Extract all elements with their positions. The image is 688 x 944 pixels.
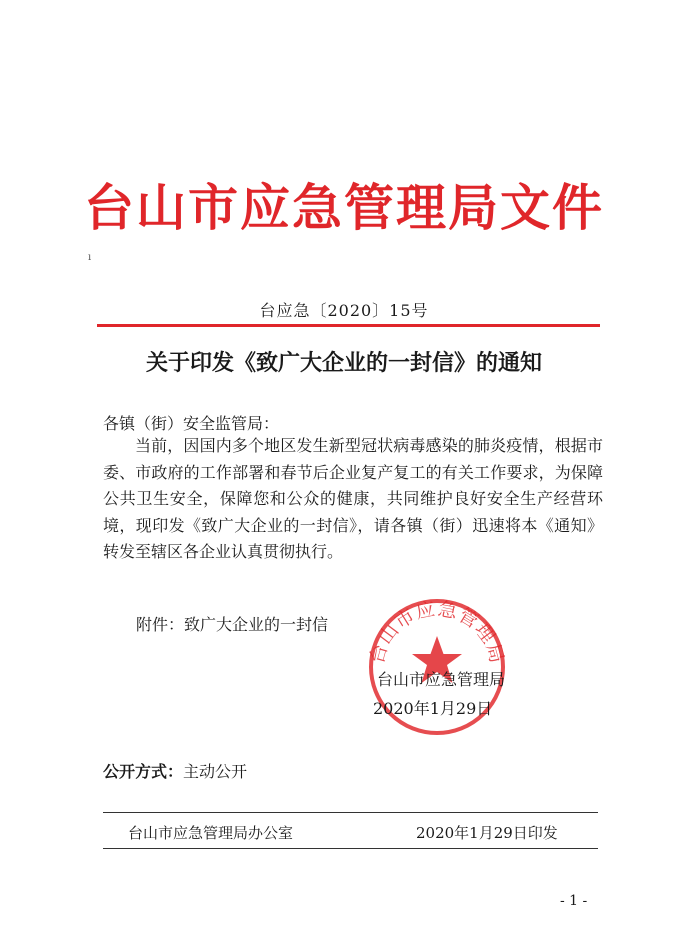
- document-number: 台应急〔2020〕15号: [259, 301, 429, 320]
- disclosure-line: [103, 759, 247, 782]
- issuing-office: 台山市应急管理局办公室: [128, 824, 294, 842]
- addressee: 各镇（街）安全监管局：: [103, 414, 280, 433]
- signer-name: 台山市应急管理局: [377, 670, 506, 689]
- footer-top-rule: [103, 812, 598, 813]
- notice-title: 关于印发《致广大企业的一封信》的通知: [145, 350, 542, 376]
- agency-header-title: 台山市应急管理局文件: [84, 179, 604, 237]
- stray-mark: ı: [88, 252, 92, 263]
- issue-date: 2020年1月29日印发: [416, 824, 558, 842]
- signature-date: 2020年1月29日: [373, 699, 493, 718]
- body-text: [103, 433, 603, 566]
- footer-bottom-rule: [103, 848, 598, 849]
- header-red-divider: [97, 324, 600, 327]
- seal-text: 台山市应急管理局: [365, 598, 509, 667]
- disclosure-label: 公开方式：: [103, 762, 184, 781]
- attachment-line: 附件：致广大企业的一封信: [136, 615, 329, 634]
- body-paragraph: 当前，因国内多个地区发生新型冠状病毒感染的肺炎疫情，根据市委、市政府的工作部署和春节后企业复产复工的有关工作要求，为保障公共卫生安全，保障您和公众的健康，共同维护良好安全生产经营环境，现印发《致广大企业的一封信》，请各镇（街）迅速将本《通知》转发至辖区各企业认真贯彻执行。: [103, 436, 603, 561]
- disclosure-value: 主动公开: [183, 762, 248, 781]
- page-number: - 1 -: [560, 893, 588, 909]
